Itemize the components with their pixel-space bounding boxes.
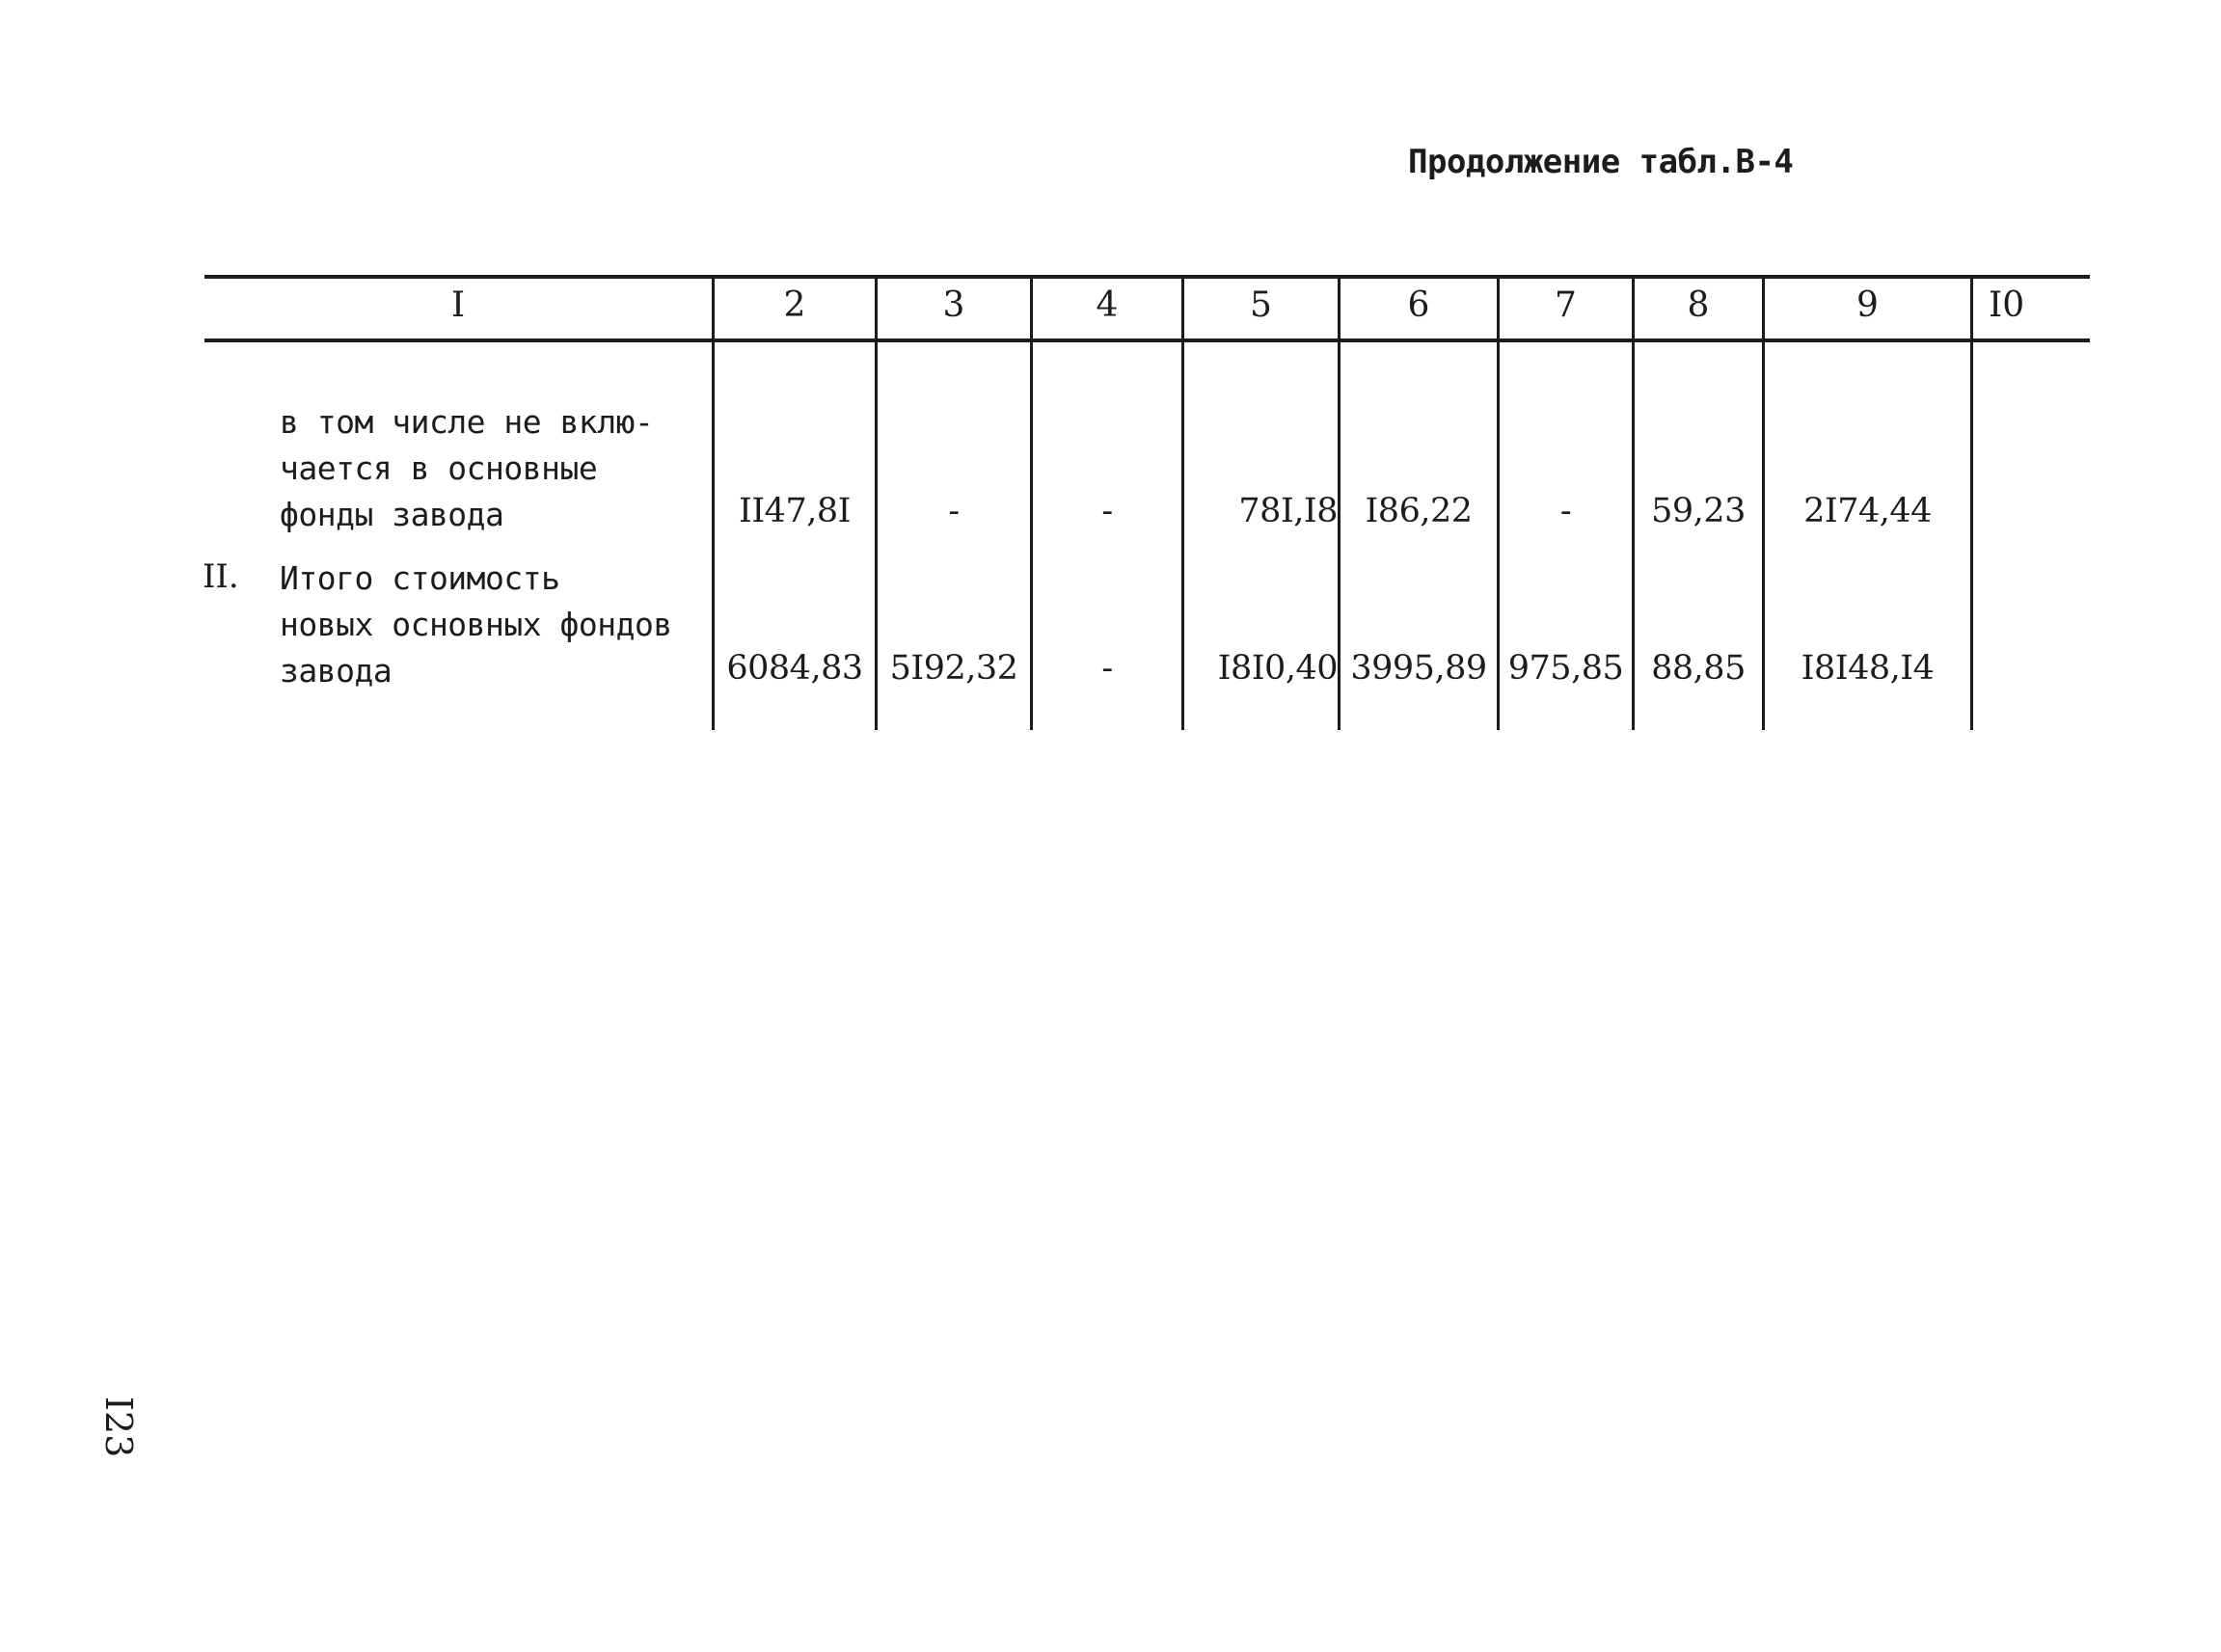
row-1-cell-col7: - bbox=[1559, 492, 1572, 530]
column-header-4: 4 bbox=[1096, 285, 1119, 325]
row-1-label-line: чается в основные bbox=[280, 449, 598, 487]
row-2-cell-col4: - bbox=[1101, 649, 1113, 688]
row-1-cell-col9: 2I74,44 bbox=[1803, 492, 1932, 530]
row-2-label bbox=[280, 555, 672, 694]
column-divider bbox=[1970, 279, 1973, 730]
column-header-6: 6 bbox=[1407, 285, 1430, 325]
row-1-cell-col5: 78I,I8 bbox=[1238, 492, 1338, 530]
row-2-label-line: Итого стоимость bbox=[280, 559, 560, 597]
row-1-label bbox=[280, 399, 653, 538]
row-1-cell-col6: I86,22 bbox=[1365, 492, 1473, 530]
column-header-8: 8 bbox=[1687, 285, 1710, 325]
column-header-2: 2 bbox=[783, 285, 806, 325]
row-1-label-line: в том числе не вклю- bbox=[280, 403, 654, 441]
column-header-10: I0 bbox=[1989, 285, 2025, 325]
row-2-cell-col8: 88,85 bbox=[1651, 649, 1746, 688]
row-2-cell-col3: 5I92,32 bbox=[889, 649, 1018, 688]
row-1-cell-col4: - bbox=[1101, 492, 1113, 530]
column-header-3: 3 bbox=[942, 285, 965, 325]
row-2-cell-col9: I8I48,I4 bbox=[1801, 649, 1935, 688]
column-header-1: I bbox=[450, 285, 466, 325]
row-2-label-line: завода bbox=[280, 652, 393, 690]
column-header-7: 7 bbox=[1555, 285, 1577, 325]
table-top-rule bbox=[204, 275, 2090, 279]
row-2-cell-col7: 975,85 bbox=[1507, 649, 1624, 688]
row-2-label-line: новых основных фондов bbox=[280, 606, 672, 643]
row-2-cell-col2: 6084,83 bbox=[726, 649, 863, 688]
row-1-cell-col3: - bbox=[948, 492, 960, 530]
table-continuation-heading: Продолжение табл.В-4 bbox=[1408, 143, 1794, 181]
row-1-cell-col8: 59,23 bbox=[1651, 492, 1746, 530]
row-2-cell-col6: 3995,89 bbox=[1350, 649, 1487, 688]
row-2-cell-col5: I8I0,40 bbox=[1217, 649, 1338, 688]
column-header-9: 9 bbox=[1856, 285, 1879, 325]
header-bottom-rule bbox=[204, 339, 2090, 342]
page-number: I23 bbox=[97, 1396, 140, 1458]
row-1-label-line: фонды завода bbox=[280, 496, 504, 533]
column-header-5: 5 bbox=[1250, 285, 1272, 325]
row-1-cell-col2: II47,8I bbox=[739, 492, 851, 530]
row-2-number: II. bbox=[203, 557, 239, 596]
